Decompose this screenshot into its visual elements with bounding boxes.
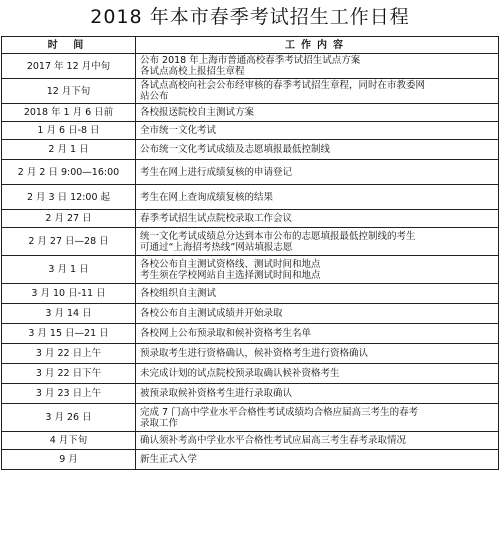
table-row (2, 364, 499, 384)
table-row (2, 228, 499, 256)
table-row (2, 210, 499, 228)
table-row (2, 256, 499, 284)
content-line: 完成 7 门高中学业水平合格性考试成绩均合格应届高三考生的春考 (140, 406, 419, 418)
row-content (136, 364, 499, 384)
content-line: 站公布 (140, 91, 169, 102)
content-line: 各试点高校向社会公布经审核的春季考试招生章程，同时在市教委网 (140, 80, 426, 91)
row-time: 3 月 23 日上午 (2, 384, 136, 404)
table-row (2, 284, 499, 304)
table-row (2, 450, 499, 470)
row-time: 3 月 26 日 (2, 404, 136, 432)
row-time: 3 月 14 日 (2, 304, 136, 324)
row-content (136, 450, 499, 470)
content-line: 考生在网上进行成绩复核的申请登记 (140, 166, 293, 178)
row-time: 2 月 27 日—28 日 (2, 228, 136, 256)
table-row (2, 304, 499, 324)
row-content (136, 122, 499, 140)
content-line: 确认须补考高中学业水平合格性考试应届高三考生春考录取情况 (140, 435, 407, 446)
content-line: 春季考试招生试点院校录取工作会议 (140, 213, 293, 224)
row-content (136, 432, 499, 450)
content-line: 公布统一文化考试成绩及志愿填报最低控制线 (140, 144, 331, 155)
content-line: 各校网上公布预录取和候补资格考生名单 (140, 328, 312, 339)
content-line: 被预录取候补资格考生进行录取确认 (140, 388, 293, 399)
row-content (136, 185, 499, 210)
row-content (136, 284, 499, 304)
row-time: 3 月 22 日上午 (2, 344, 136, 364)
content-line: 可通过“上海招考热线”网站填报志愿 (140, 241, 293, 253)
table-row (2, 122, 499, 140)
table-row (2, 404, 499, 432)
table-row (2, 344, 499, 364)
table-header-row (2, 37, 499, 54)
row-content (136, 404, 499, 432)
row-content (136, 304, 499, 324)
row-content (136, 79, 499, 104)
content-line: 各校公布自主测试资格线、测试时间和地点 (140, 258, 321, 270)
table-row (2, 104, 499, 122)
table-row (2, 384, 499, 404)
row-time: 2017 年 12 月中旬 (2, 54, 136, 79)
page-title: 2018 年本市春季考试招生工作日程 (90, 6, 410, 28)
content-line: 统一文化考试成绩总分达到本市公布的志愿填报最低控制线的考生 (140, 230, 416, 242)
row-time: 4 月下旬 (2, 432, 136, 450)
row-content (136, 384, 499, 404)
table-row (2, 160, 499, 185)
row-time: 3 月 22 日下午 (2, 364, 136, 384)
row-content (136, 54, 499, 79)
row-time: 2 月 27 日 (2, 210, 136, 228)
row-time: 2 月 3 日 12:00 起 (2, 185, 136, 210)
content-line: 各试点高校上报招生章程 (140, 66, 245, 77)
table-row (2, 432, 499, 450)
header-time: 时 间 (2, 37, 136, 54)
row-time: 3 月 15 日—21 日 (2, 324, 136, 344)
row-content (136, 256, 499, 284)
row-content (136, 344, 499, 364)
row-time: 3 月 1 日 (2, 256, 136, 284)
content-line: 全市统一文化考试 (140, 125, 217, 136)
content-line: 公布 2018 年上海市普通高校春季考试招生试点方案 (140, 55, 361, 66)
row-time: 12 月下旬 (2, 79, 136, 104)
content-line: 未完成计划的试点院校预录取确认候补资格考生 (140, 368, 340, 379)
row-content (136, 160, 499, 185)
table-row (2, 185, 499, 210)
table-row (2, 54, 499, 79)
content-line: 各校组织自主测试 (140, 288, 217, 299)
row-time: 9 月 (2, 450, 136, 470)
row-time: 2018 年 1 月 6 日前 (2, 104, 136, 122)
row-content (136, 210, 499, 228)
content-line: 新生正式入学 (140, 454, 198, 465)
content-line: 预录取考生进行资格确认，候补资格考生进行资格确认 (140, 348, 369, 359)
row-content (136, 324, 499, 344)
schedule-table (1, 36, 499, 470)
row-time: 1 月 6 日-8 日 (2, 122, 136, 140)
content-line: 考生在网上查询成绩复核的结果 (140, 191, 274, 203)
row-content (136, 140, 499, 160)
table-row (2, 324, 499, 344)
table-row (2, 140, 499, 160)
row-content (136, 104, 499, 122)
content-line: 各校公布自主测试成绩并开始录取 (140, 308, 283, 319)
row-time: 2 月 2 日 9:00—16:00 (2, 160, 136, 185)
row-time: 3 月 10 日-11 日 (2, 284, 136, 304)
content-line: 录取工作 (140, 417, 179, 429)
header-content: 工作内容 (136, 37, 499, 54)
content-line: 各校报送院校自主测试方案 (140, 107, 255, 118)
table-row (2, 79, 499, 104)
row-content (136, 228, 499, 256)
content-line: 考生须在学校网站自主选择测试时间和地点 (140, 269, 321, 281)
row-time: 2 月 1 日 (2, 140, 136, 160)
